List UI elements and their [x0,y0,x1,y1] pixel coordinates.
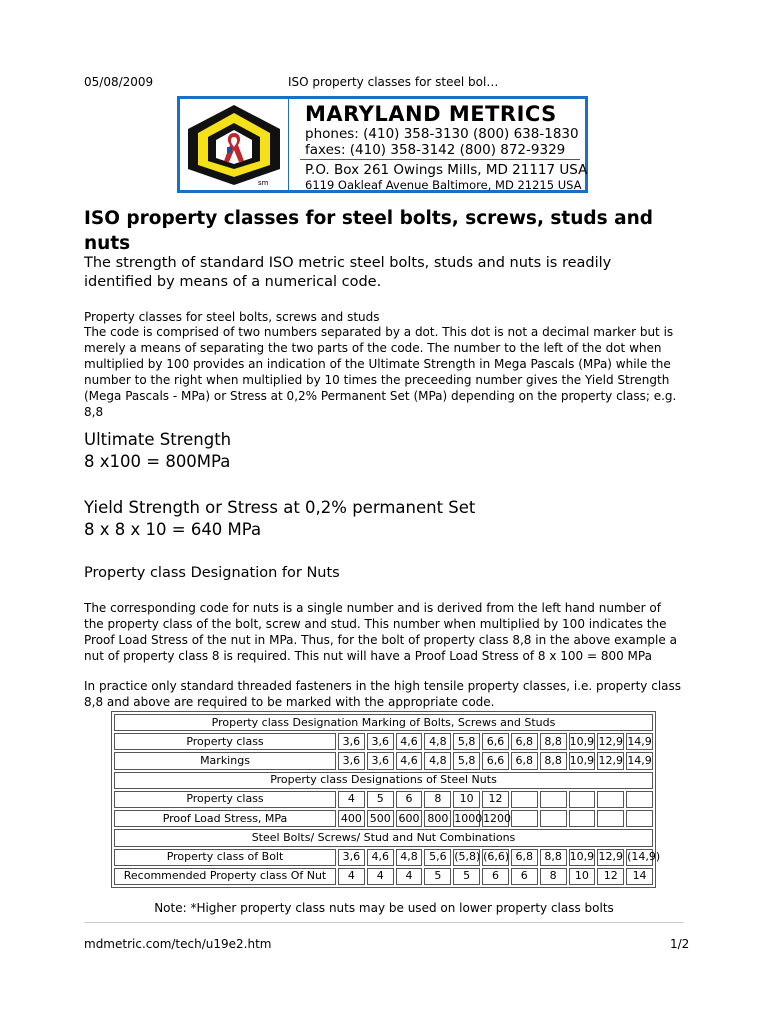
table-cell [540,810,567,827]
table-cell: 12,9 [597,752,624,769]
table-heading-cell: Property class Designation Marking of Bolts, Screws and Studs [114,714,653,731]
proof-load-row [114,810,653,827]
logo-divider [288,99,289,190]
practice-paragraph: In practice only standard threaded fasteners in the high tensile property classes, i.e. property class 8,8 and above are required to be marked with the appropriate code. [84,679,682,709]
table-cell: 12 [597,868,624,885]
table-cell: (6,6) [482,849,509,866]
faxes-line: faxes: (410) 358-3142 (800) 872-9329 [305,142,566,158]
bolts-heading-row [114,714,653,731]
page-title: ISO property classes for steel bolts, screws, studs and nuts [84,208,654,254]
table-cell: 8 [540,868,567,885]
table-cell: 3,6 [367,752,394,769]
table-cell: 4,6 [396,733,423,750]
street-address-line: 6119 Oakleaf Avenue Baltimore, MD 21215 USA [305,178,582,192]
phones-line: phones: (410) 358-3130 (800) 638-1830 [305,126,579,142]
row-label-cell: Property class [114,733,336,750]
table-cell: 5,8 [453,752,480,769]
table-cell: 6,8 [511,752,538,769]
table-cell: 6,6 [482,733,509,750]
table-cell: 1000 [453,810,480,827]
table-cell: 3,6 [338,752,365,769]
table-cell: 10,9 [569,849,596,866]
table-cell: 5 [453,868,480,885]
table-cell: 6,6 [482,752,509,769]
table-cell: 6,8 [511,733,538,750]
table-cell: 3,6 [338,849,365,866]
row-label-cell: Property class of Bolt [114,849,336,866]
table-cell [569,810,596,827]
section-nuts-body: The corresponding code for nuts is a single number and is derived from the left hand number of the property class of the bolt, screw and stud. This number when multiplied by 100 indicates the Proof Load Stress of the nut in MPa. Thus, for the bolt of property class 8,8 in the above example a nut of property class 8 is required. This nut will have a Proof Load Stress of 8 x 100 = 800 MPa [84,601,677,663]
table-cell [540,791,567,808]
table-cell: (5,8) [453,849,480,866]
table-cell: 12 [482,791,509,808]
table-cell [626,810,653,827]
table-cell: 4,8 [396,849,423,866]
table-cell: 8 [424,791,451,808]
table-cell: 4 [338,868,365,885]
nut-class-row [114,791,653,808]
table-cell: 3,6 [338,733,365,750]
table-cell: 14 [626,868,653,885]
row-label-cell: Proof Load Stress, MPa [114,810,336,827]
table-cell: 600 [396,810,423,827]
table-heading-cell: Steel Bolts/ Screws/ Stud and Nut Combinations [114,829,653,846]
property-class-table [111,711,661,888]
yield-strength-label: Yield Strength or Stress at 0,2% permanent Set [84,498,476,517]
bolt-class-row [114,733,653,750]
ultimate-strength-block [84,429,231,473]
yield-strength-calc: 8 x 8 x 10 = 640 MPa [84,520,262,539]
combo-bolt-row [114,849,653,866]
table-cell: 12,9 [597,849,624,866]
table-heading-cell: Property class Designations of Steel Nuts [114,772,653,789]
table-cell: 10,9 [569,752,596,769]
table-cell: 10 [569,868,596,885]
logo-separator [300,159,580,160]
table-cell: 4,6 [396,752,423,769]
table-cell: 400 [338,810,365,827]
ultimate-strength-calc: 8 x100 = 800MPa [84,452,231,471]
print-page-title: ISO property classes for steel bol… [288,75,499,89]
hexagon-ribbon-icon [184,103,284,187]
print-date: 05/08/2009 [84,75,154,89]
table-note: Note: *Higher property class nuts may be used on lower property class bolts [154,901,614,915]
footer-rule [84,922,684,923]
combo-nut-row [114,868,653,885]
table-cell: 4 [367,868,394,885]
combo-heading-row [114,829,653,846]
yield-strength-block [84,497,475,541]
table-cell: 500 [367,810,394,827]
company-name: MARYLAND METRICS [305,102,557,126]
table-cell: 8,8 [540,849,567,866]
row-label-cell: Markings [114,752,336,769]
footer-page-number: 1/2 [670,937,690,951]
nuts-heading-row [114,772,653,789]
table-cell: 5,6 [424,849,451,866]
table-cell: 5 [424,868,451,885]
row-label-cell: Property class [114,791,336,808]
table-cell: 4,6 [367,849,394,866]
table-cell: 1200 [482,810,509,827]
table-cell: 10,9 [569,733,596,750]
section-nuts-title: Property class Designation for Nuts [84,565,340,581]
table-cell: 14,9 [626,733,653,750]
table-cell: 6 [396,791,423,808]
section-bolts-title: Property classes for steel bolts, screws and studs [84,310,380,324]
table-cell [569,791,596,808]
intro-paragraph: The strength of standard ISO metric steel bolts, studs and nuts is readily identified by means of a numerical code. [84,255,612,290]
table-cell: 4 [338,791,365,808]
table-cell: 6 [511,868,538,885]
table-cell: 5 [367,791,394,808]
table-cell: 4,8 [424,752,451,769]
ultimate-strength-label: Ultimate Strength [84,430,232,449]
table-cell [597,810,624,827]
footer-url: mdmetric.com/tech/u19e2.htm [84,937,272,951]
markings-row [114,752,653,769]
table-cell: (14,9) [626,849,653,866]
table-cell: 10 [453,791,480,808]
table-cell: 3,6 [367,733,394,750]
table-cell: 800 [424,810,451,827]
table-cell: 8,8 [540,752,567,769]
table-cell: 12,9 [597,733,624,750]
service-mark: sm [258,179,269,187]
row-label-cell: Recommended Property class Of Nut [114,868,336,885]
table-cell: 5,8 [453,733,480,750]
table-cell: 8,8 [540,733,567,750]
table-cell [511,810,538,827]
table-cell: 6,8 [511,849,538,866]
table-cell: 4,8 [424,733,451,750]
table-cell: 14,9 [626,752,653,769]
table-cell [626,791,653,808]
table-cell [511,791,538,808]
po-box-line: P.O. Box 261 Owings Mills, MD 21117 USA [305,162,588,178]
table-cell: 4 [396,868,423,885]
maryland-metrics-logo [177,96,588,193]
section-bolts-body: The code is comprised of two numbers separated by a dot. This dot is not a decimal marker but is merely a means of separating the two parts of the code. The number to the left of the dot when multiplied by 100 provides an indication of the Ultimate Strength in Mega Pascals (MPa) while the number to the right when multiplied by 10 times the preceeding number gives the Yield Strength (Mega Pascals - MPa) or Stress at 0,2% Permanent Set (MPa) depending on the property class; e.g. 8,8 [84,325,677,419]
table-cell [597,791,624,808]
table-cell: 6 [482,868,509,885]
